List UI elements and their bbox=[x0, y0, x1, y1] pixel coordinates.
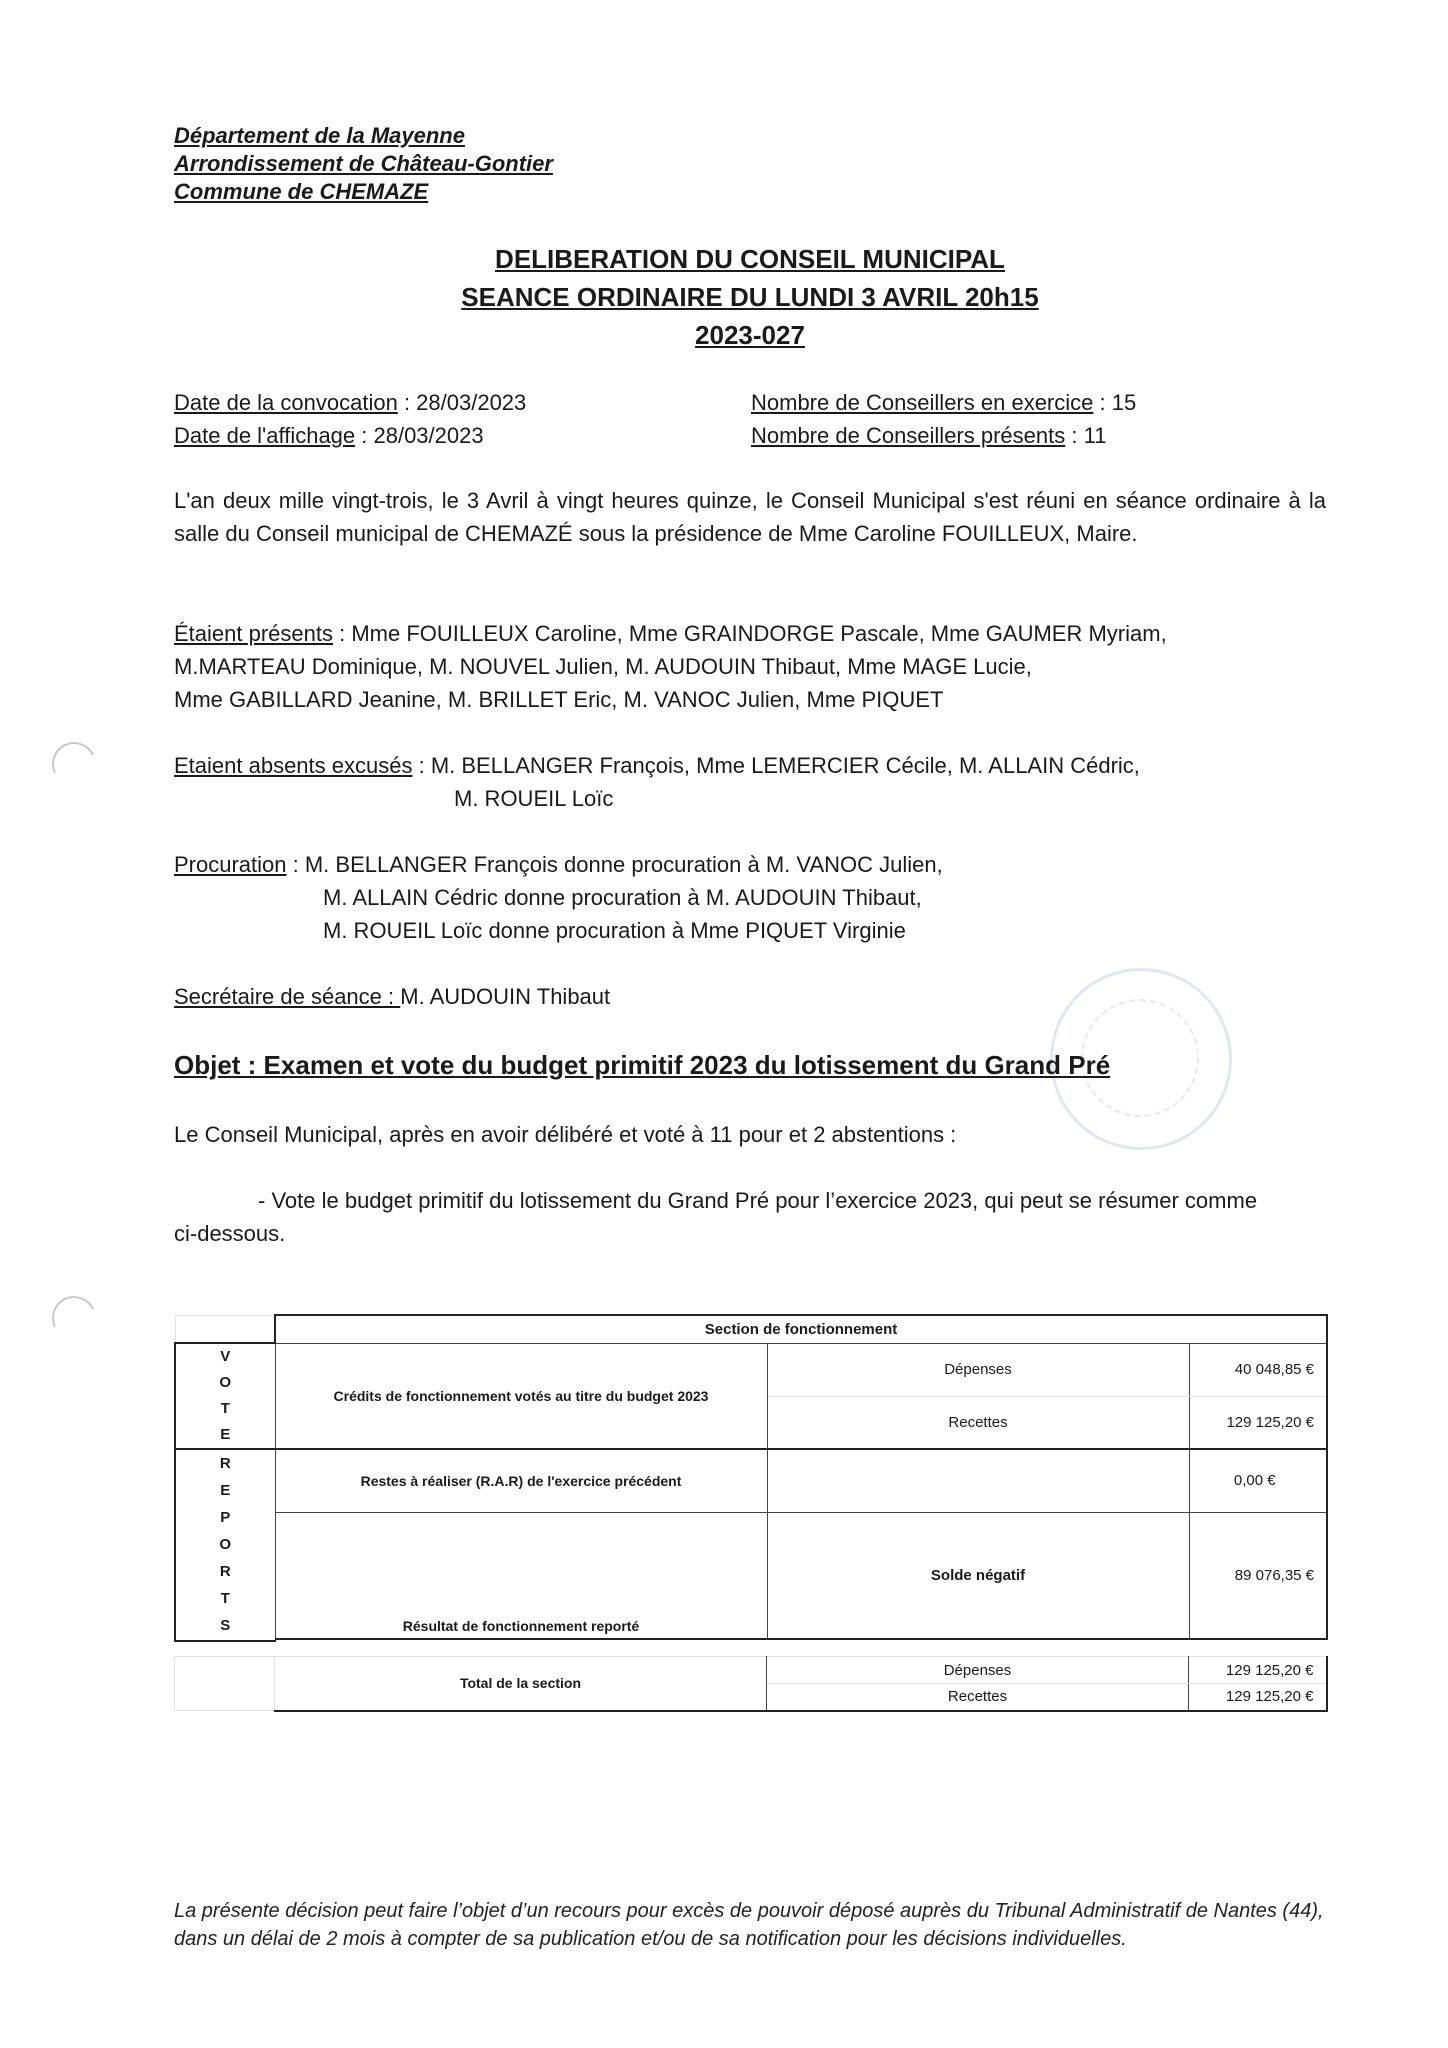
exercice-label: Nombre de Conseillers en exercice bbox=[751, 390, 1094, 415]
punch-hole-mark bbox=[46, 1290, 102, 1346]
credits-label: Crédits de fonctionnement votés au titre du budget 2023 bbox=[275, 1343, 767, 1449]
presents-paragraph bbox=[174, 617, 1326, 716]
convocation-label: Date de la convocation bbox=[174, 390, 398, 415]
budget-line: - Vote le budget primitif du lotissement du Grand Pré pour l’exercice 2023, qui peut se résumer comme bbox=[258, 1188, 1258, 1213]
procuration-paragraph bbox=[174, 848, 1326, 947]
side-letter: V bbox=[220, 1348, 231, 1365]
solde-label: Solde négatif bbox=[767, 1512, 1189, 1639]
side-letter: T bbox=[220, 1590, 230, 1608]
side-letter: P bbox=[220, 1508, 231, 1526]
side-letter: O bbox=[219, 1374, 232, 1391]
legal-footer: La présente décision peut faire l’objet d’un recours pour excès de pouvoir déposé auprès du Tribunal Administratif de Nantes (44), dans un délai de 2 mois à compter de sa publication et/ou de sa notification pour les décisions individuelles. bbox=[174, 1900, 1324, 1950]
affichage-label: Date de l'affichage bbox=[174, 423, 356, 448]
secretaire-label: Secrétaire de séance : bbox=[174, 984, 401, 1009]
absents-line: : M. BELLANGER François, Mme LEMERCIER Cécile, M. ALLAIN Cédric, bbox=[412, 753, 1140, 778]
header-commune: Commune de CHEMAZE bbox=[174, 179, 429, 204]
presents-line: : Mme FOUILLEUX Caroline, Mme GRAINDORGE Pascale, Mme GAUMER Myriam, bbox=[332, 621, 1167, 646]
resultat-label: Résultat de fonctionnement reporté bbox=[275, 1512, 767, 1639]
solde-value: 89 076,35 € bbox=[1189, 1512, 1327, 1639]
credits-depenses-value: 40 048,85 € bbox=[1189, 1343, 1327, 1396]
total-depenses-label: Dépenses bbox=[767, 1657, 1189, 1684]
procuration-line: : M. BELLANGER François donne procuration à M. VANOC Julien, bbox=[286, 852, 943, 877]
reports-side-label bbox=[175, 1449, 275, 1641]
rar-label: Restes à réaliser (R.A.R) de l'exercice précédent bbox=[275, 1449, 767, 1512]
rar-value: 0,00 € bbox=[1189, 1449, 1327, 1512]
table-row bbox=[175, 1512, 1327, 1639]
intro-paragraph: L'an deux mille vingt-trois, le 3 Avril à vingt heures quinze, le Conseil Municipal s'est réuni en séance ordinaire à la salle du Conseil municipal de CHEMAZÉ sous la présidence de Mme Caroline FOUILLEUX, Maire. bbox=[174, 488, 1326, 546]
presents-line: M.MARTEAU Dominique, M. NOUVEL Julien, M. AUDOUIN Thibaut, Mme MAGE Lucie, bbox=[174, 654, 1032, 679]
procuration-label: Procuration bbox=[174, 852, 287, 877]
header-arrondissement: Arrondissement de Château-Gontier bbox=[174, 151, 553, 176]
section-title: Section de fonctionnement bbox=[275, 1315, 1327, 1343]
vote-paragraph: Le Conseil Municipal, après en avoir délibéré et voté à 11 pour et 2 abstentions : bbox=[174, 1122, 957, 1147]
absents-label: Etaient absents excusés bbox=[174, 753, 413, 778]
header-department: Département de la Mayenne bbox=[174, 123, 465, 148]
table-cell bbox=[175, 1657, 275, 1711]
side-letter: R bbox=[219, 1563, 231, 1581]
credits-recettes-value: 129 125,20 € bbox=[1189, 1396, 1327, 1449]
table-row bbox=[175, 1449, 1327, 1512]
vote-side-label bbox=[175, 1343, 275, 1449]
budget-line: ci-dessous. bbox=[174, 1221, 286, 1246]
document-title bbox=[300, 240, 1200, 354]
table-row bbox=[175, 1343, 1327, 1396]
total-depenses-value: 129 125,20 € bbox=[1189, 1657, 1327, 1684]
side-letter: R bbox=[219, 1454, 231, 1472]
table-cell bbox=[175, 1315, 275, 1343]
meta-counts bbox=[751, 386, 1136, 452]
absents-paragraph bbox=[174, 749, 1326, 815]
absents-line: M. ROUEIL Loïc bbox=[454, 786, 614, 811]
secretaire-paragraph bbox=[174, 980, 1326, 1013]
document-header bbox=[174, 122, 553, 206]
title-deliberation: DELIBERATION DU CONSEIL MUNICIPAL bbox=[495, 244, 1005, 274]
total-recettes-label: Recettes bbox=[767, 1684, 1189, 1711]
credits-depenses-label: Dépenses bbox=[767, 1343, 1189, 1396]
budget-table bbox=[174, 1314, 1328, 1642]
budget-paragraph bbox=[174, 1184, 1326, 1250]
exercice-value: : 15 bbox=[1093, 390, 1137, 415]
presents-count-label: Nombre de Conseillers présents bbox=[751, 423, 1066, 448]
credits-recettes-label: Recettes bbox=[767, 1396, 1189, 1449]
table-row bbox=[175, 1639, 1327, 1641]
budget-total-table bbox=[174, 1656, 1328, 1712]
secretaire-value: M. AUDOUIN Thibaut bbox=[400, 984, 611, 1009]
total-recettes-value: 129 125,20 € bbox=[1189, 1684, 1327, 1711]
table-cell bbox=[275, 1639, 1327, 1641]
meta-dates bbox=[174, 386, 526, 452]
punch-hole-mark bbox=[46, 736, 102, 792]
table-row bbox=[175, 1657, 1327, 1684]
objet-heading: Objet : Examen et vote du budget primitif 2023 du lotissement du Grand Pré bbox=[174, 1050, 1111, 1080]
side-letter: S bbox=[220, 1617, 231, 1635]
side-letter: E bbox=[220, 1426, 231, 1443]
side-letter: O bbox=[219, 1535, 232, 1553]
title-seance: SEANCE ORDINAIRE DU LUNDI 3 AVRIL 20h15 bbox=[461, 282, 1039, 312]
procuration-line: M. ROUEIL Loïc donne procuration à Mme PIQUET Virginie bbox=[323, 918, 906, 943]
affichage-value: : 28/03/2023 bbox=[355, 423, 484, 448]
presents-label: Étaient présents bbox=[174, 621, 333, 646]
side-letter: T bbox=[220, 1400, 230, 1417]
presents-line: Mme GABILLARD Jeanine, M. BRILLET Eric, M. VANOC Julien, Mme PIQUET bbox=[174, 687, 944, 712]
table-row bbox=[175, 1315, 1327, 1343]
rar-empty-cell bbox=[767, 1449, 1189, 1512]
convocation-value: : 28/03/2023 bbox=[397, 390, 527, 415]
presents-count-value: : 11 bbox=[1065, 423, 1107, 448]
procuration-line: M. ALLAIN Cédric donne procuration à M. AUDOUIN Thibaut, bbox=[323, 885, 922, 910]
title-number: 2023-027 bbox=[695, 320, 805, 350]
side-letter: E bbox=[220, 1481, 231, 1499]
total-label: Total de la section bbox=[275, 1657, 767, 1711]
